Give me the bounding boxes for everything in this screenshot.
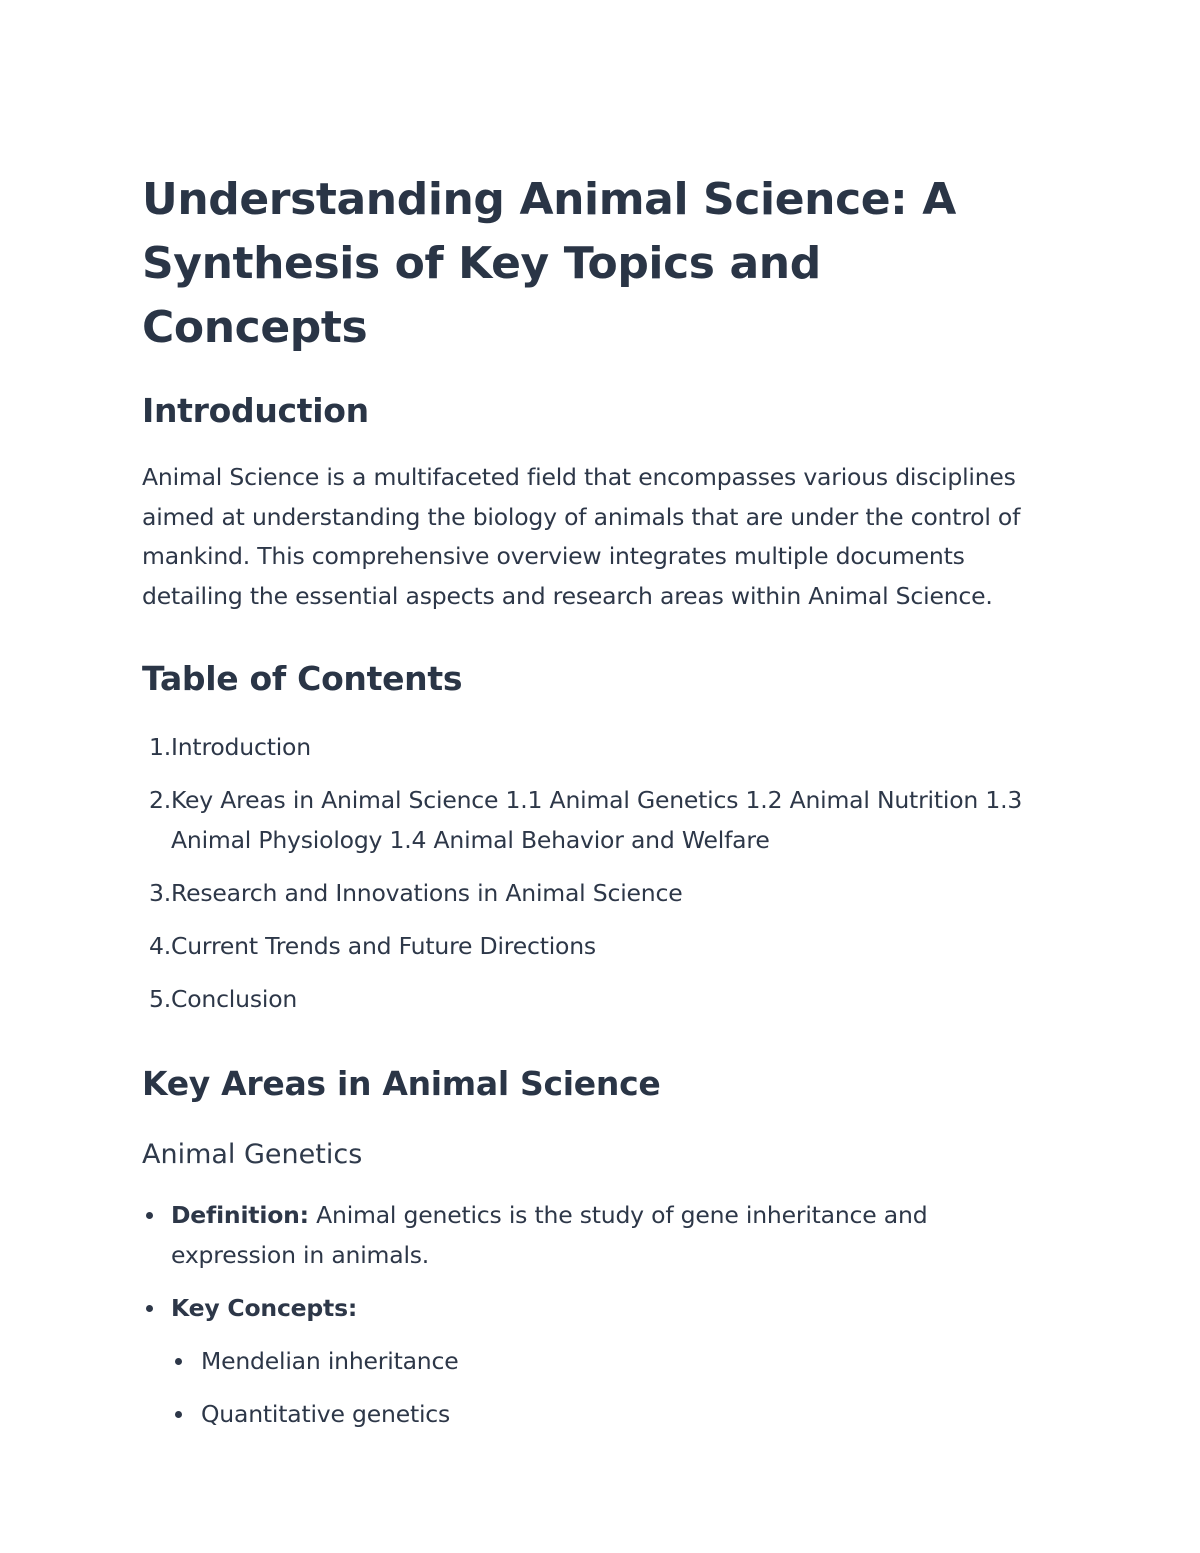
key-concept-text: Mendelian inheritance: [201, 1347, 459, 1375]
toc-item: [142, 873, 1050, 913]
definition-text: Animal genetics is the study of gene inheritance and expression in animals.: [171, 1201, 928, 1269]
toc-item-number: 5.: [148, 985, 171, 1013]
toc-item-text: Conclusion: [171, 985, 298, 1013]
document-title: Understanding Animal Science: A Synthesis of Key Topics and Concepts: [142, 174, 956, 353]
introduction-paragraph: Animal Science is a multifaceted field that encompasses various disciplines aimed at understanding the biology of animals that are under the control of mankind. This comprehensive overview integrates multiple documents detailing the essential aspects and research areas within Animal Science.: [142, 463, 1021, 610]
key-areas-heading: Key Areas in Animal Science: [142, 1064, 661, 1103]
toc-item-number: 4.: [148, 932, 171, 960]
key-concepts-list: [171, 1341, 1050, 1434]
toc-item-number: 2.: [148, 786, 171, 814]
key-concept-item: [171, 1341, 1050, 1381]
introduction-heading: Introduction: [142, 391, 369, 430]
genetics-bullet-list: [142, 1195, 1050, 1434]
toc-item-number: 1.: [148, 733, 171, 761]
bullet-dot-icon: [146, 1305, 153, 1312]
definition-item: [142, 1195, 1050, 1275]
key-concepts-item: [142, 1288, 1050, 1434]
bullet-dot-icon: [175, 1358, 182, 1365]
animal-genetics-heading: Animal Genetics: [142, 1139, 363, 1170]
toc-item: [142, 926, 1050, 966]
bullet-dot-icon: [175, 1411, 182, 1418]
toc-item: [142, 979, 1050, 1019]
toc-item-text: Key Areas in Animal Science 1.1 Animal Genetics 1.2 Animal Nutrition 1.3 Animal Physiology 1.4 Animal Behavior and Welfare: [171, 786, 1023, 854]
definition-label: Definition:: [171, 1201, 309, 1229]
key-concepts-label: Key Concepts:: [171, 1294, 358, 1322]
toc-item-text: Current Trends and Future Directions: [171, 932, 596, 960]
key-concept-item: [171, 1394, 1050, 1434]
bullet-dot-icon: [146, 1212, 153, 1219]
toc-heading: Table of Contents: [142, 659, 463, 698]
toc-list: [142, 727, 1050, 1019]
toc-item-text: Introduction: [171, 733, 311, 761]
toc-item-text: Research and Innovations in Animal Science: [171, 879, 683, 907]
toc-item-number: 3.: [148, 879, 171, 907]
key-concept-text: Quantitative genetics: [201, 1400, 451, 1428]
toc-item: [142, 727, 1050, 767]
toc-item: [142, 780, 1050, 860]
